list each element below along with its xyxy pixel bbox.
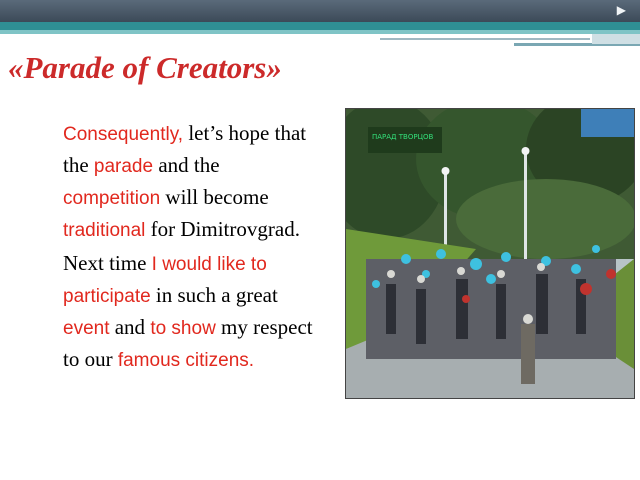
text-span: my respect to our bbox=[63, 315, 313, 371]
accent-bar-light bbox=[0, 30, 640, 34]
top-decorative-bar bbox=[0, 0, 640, 22]
text-span: in such a great bbox=[150, 283, 278, 307]
paragraph-2 bbox=[63, 248, 321, 376]
highlighted-phrase: to show bbox=[150, 318, 216, 339]
text-span: will become bbox=[160, 185, 269, 209]
paragraph-1 bbox=[63, 118, 321, 246]
highlighted-phrase: I would like to participate bbox=[63, 254, 267, 307]
highlighted-phrase: Consequently, bbox=[63, 124, 184, 145]
slide-body bbox=[63, 118, 321, 376]
decorative-block bbox=[592, 34, 640, 44]
text-span: for Dimitrovgrad. bbox=[145, 217, 300, 241]
banner-text: ПАРАД ТВОРЦОВ bbox=[372, 133, 434, 141]
corner-arrow-icon: ▶ bbox=[616, 3, 626, 17]
highlighted-phrase: competition bbox=[63, 188, 161, 209]
highlighted-phrase: famous citizens. bbox=[117, 350, 255, 371]
text-span: let’s hope that the bbox=[63, 121, 307, 177]
highlighted-phrase: parade bbox=[93, 156, 154, 177]
accent-bar bbox=[0, 22, 640, 30]
parade-photo bbox=[345, 108, 635, 399]
highlighted-phrase: traditional bbox=[63, 220, 146, 241]
text-span: Next time bbox=[63, 251, 152, 275]
slide-title: «Parade of Creators» bbox=[8, 50, 282, 85]
highlighted-phrase: event bbox=[63, 318, 110, 339]
text-span: and the bbox=[153, 153, 220, 177]
decorative-line bbox=[380, 38, 590, 40]
text-span: and bbox=[109, 315, 151, 339]
